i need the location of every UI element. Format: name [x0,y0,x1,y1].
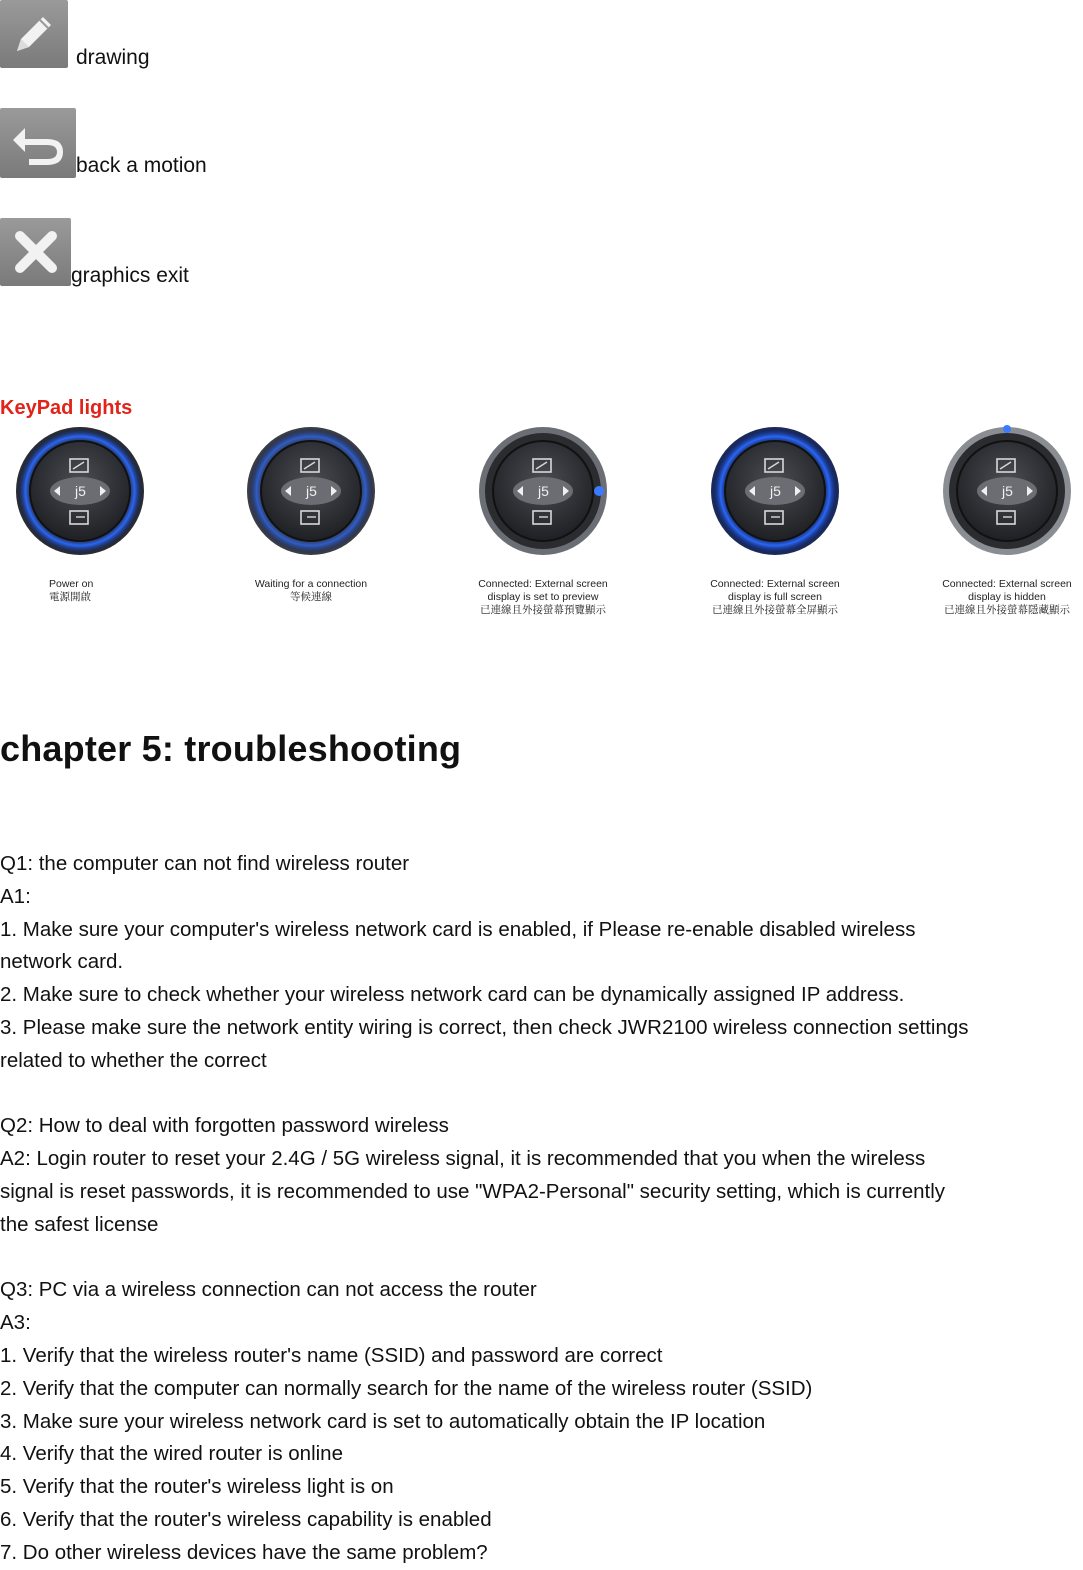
keypad-image [245,425,377,557]
keypad-caption: Power on 電源開啟 [49,578,94,603]
troubleshooting-body [0,848,1083,1570]
body-line: A2: Login router to reset your 2.4G / 5G wireless signal, it is recommended that you when the wireless [0,1147,926,1171]
body-line: A1: [0,884,31,908]
body-line: 7. Do other wireless devices have the same problem? [0,1540,488,1564]
body-line: the safest license [0,1212,159,1236]
body-line: Q2: How to deal with forgotten password wireless [0,1114,449,1138]
body-line: 1. Make sure your computer's wireless network card is enabled, if Please re-enable disabled wireless [0,917,916,941]
keypad-image [14,425,146,557]
keypad-image [477,425,609,557]
keypad-caption: Connected: External screen display is full screen 已連線且外接螢幕全屏顯示 [710,578,840,616]
icon-label-drawing: drawing [76,46,150,69]
icon-label-back: back a motion [76,154,207,177]
body-line: 2. Verify that the computer can normally search for the name of the wireless router (SSID) [0,1376,813,1400]
icon-legend-exit [0,218,189,286]
back-arrow-icon [0,108,76,178]
keypad-image [941,425,1073,557]
close-x-icon [0,218,71,286]
keypad-image [709,425,841,557]
body-line: 3. Make sure your wireless network card is set to automatically obtain the IP location [0,1409,766,1433]
body-line: signal is reset passwords, it is recommended to use "WPA2-Personal" security setting, which is currently [0,1179,946,1203]
keypad-caption: Connected: External screen display is hidden 已連線且外接螢幕隱藏顯示 [942,578,1072,616]
pencil-icon [0,0,68,68]
keypad-hidden [932,425,1082,617]
keypad-power-on [5,425,155,604]
icon-label-exit: graphics exit [71,264,189,287]
body-line: Q3: PC via a wireless connection can not access the router [0,1278,537,1302]
keypad-lights-heading: KeyPad lights [0,397,133,419]
body-line: 4. Verify that the wired router is online [0,1442,343,1466]
icon-legend-back [0,108,207,178]
keypad-full-screen [700,425,850,617]
body-line: 1. Verify that the wireless router's name (SSID) and password are correct [0,1343,663,1367]
body-line: network card. [0,950,124,974]
keypad-lights-strip [0,425,1083,625]
body-line: 6. Verify that the router's wireless capability is enabled [0,1507,492,1531]
chapter-title: chapter 5: troubleshooting [0,728,462,769]
keypad-caption: Waiting for a connection 等候連線 [254,578,368,603]
icon-legend-drawing [0,0,150,68]
body-line: 5. Verify that the router's wireless light is on [0,1475,394,1499]
paragraph-gap [0,1242,1083,1275]
body-line: Q1: the computer can not find wireless router [0,852,410,875]
keypad-preview [468,425,618,617]
body-line: 3. Please make sure the network entity wiring is correct, then check JWR2100 wireless connection settings [0,1015,969,1039]
body-line: related to whether the correct [0,1048,267,1072]
keypad-caption: Connected: External screen display is set to preview 已連線且外接螢幕預覽顯示 [478,578,608,616]
body-line: 2. Make sure to check whether your wireless network card can be dynamically assigned IP address. [0,983,905,1007]
paragraph-gap [0,1078,1083,1111]
keypad-waiting [236,425,386,604]
body-line: A3: [0,1311,31,1335]
